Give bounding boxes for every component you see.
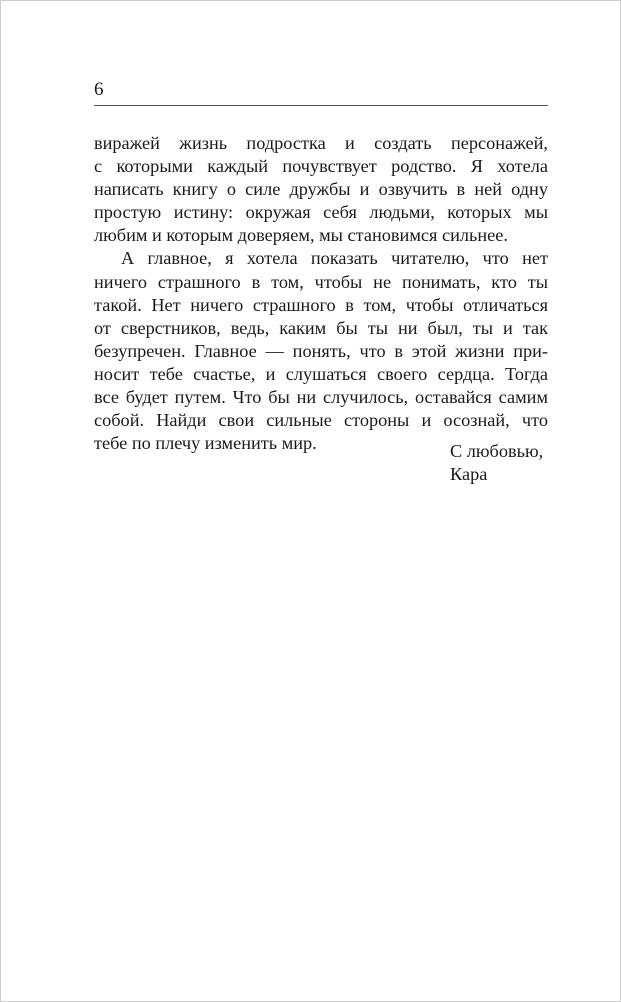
text-line: с которыми каждый почувствует родство. Я хотела xyxy=(94,156,548,177)
page-number: 6 xyxy=(94,79,104,100)
body-text xyxy=(94,132,548,455)
text-line: носит тебе счастье, и слушаться своего сердца. Тогда xyxy=(94,363,548,384)
signature xyxy=(450,440,543,486)
text-line: простую истину: окружая себя людьми, которых мы xyxy=(94,202,548,223)
text-line: виражей жизнь подростка и создать персонажей, xyxy=(94,133,548,153)
text-line: собой. Найди свои сильные стороны и осознай, что xyxy=(94,410,548,431)
text-line: А главное, я хотела показать читателю, что нет xyxy=(121,248,548,269)
text-line: любим и которым доверяем, мы становимся сильнее. xyxy=(94,225,508,246)
text-line: тебе по плечу изменить мир. xyxy=(94,433,317,454)
header-rule xyxy=(94,105,548,106)
signature-closing: С любовью, xyxy=(450,441,544,461)
text-line: ничего страшного в том, чтобы не понимать, кто ты xyxy=(94,271,548,292)
signature-name: Кара xyxy=(450,464,488,485)
text-line: написать книгу о силе дружбы и озвучить в ней одну xyxy=(94,179,548,200)
text-line: безупречен. Главное — понять, что в этой жизни при- xyxy=(94,340,548,361)
text-line: такой. Нет ничего страшного в том, чтобы отличаться xyxy=(94,294,548,315)
text-line: все будет путем. Что бы ни случилось, оставайся самим xyxy=(94,387,548,408)
text-line: от сверстников, ведь, каким бы ты ни был, ты и так xyxy=(94,317,548,338)
